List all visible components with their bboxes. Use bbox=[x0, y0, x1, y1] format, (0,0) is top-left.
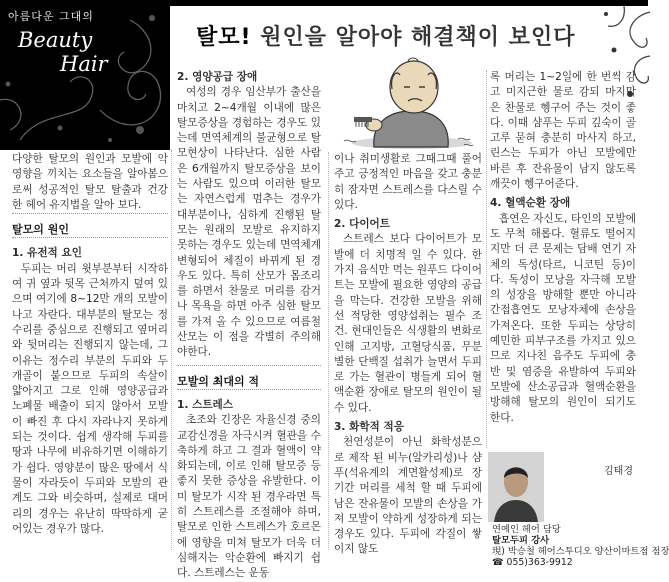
author-name: 김태경 bbox=[604, 466, 633, 477]
subheading-circulation: 4. 혈액순환 장애 bbox=[490, 197, 571, 210]
paragraph-genetic: 두피는 머리 윗부분부터 시작하여 귀 옆과 뒷목 근처까지 덮여 있으며 여기에 8~12만 개의 모발이 나고 자란다. 대부분의 탈모는 정수리를 중심으로 진행되고 옆머리와 뒷머리는 진행되지 않는데, 그 이유는 정수리 부분의 두피와 두개골이 붙으므로 두피의 속살이 얇아지고 그로 인해 영양공급과 노폐물 배출이 되지 않아서 모발이 빠진 후 다시 자라나지 못하게 되는 것이다. 쉽게 생각해 두피를 땅과 나무에 비유하기면 이해하기가 쉽다. 영양분이 많은 땅에서 식물이 자라듯이 두피와 모발의 관계도 그와 비슷하며, 실제로 대머리의 경우는 유난히 딱딱하게 굳어있는 경우가 많다. bbox=[12, 262, 168, 535]
subheading-chemical: 3. 화학적 적응 bbox=[334, 421, 404, 434]
column-1 bbox=[12, 152, 168, 537]
column-divider bbox=[328, 152, 329, 550]
divider bbox=[177, 365, 321, 374]
column-divider bbox=[171, 150, 172, 550]
top-bar bbox=[170, 0, 648, 6]
divider bbox=[177, 389, 321, 398]
column-2 bbox=[177, 70, 321, 582]
section-title-enemies: 모발의 최대의 적 bbox=[177, 374, 260, 388]
author-phone: ☎ 055)363-9912 bbox=[492, 557, 573, 568]
paragraph-stress-cont: 이나 취미생활로 그때그때 풀어주고 긍정적인 마음을 갖고 충분히 잠자면 스트레스를 다스릴 수 있다. bbox=[334, 153, 482, 211]
column-3 bbox=[334, 152, 482, 558]
balding-man-illustration bbox=[334, 55, 484, 151]
subheading-nutrition: 2. 영양공급 장애 bbox=[177, 71, 258, 83]
paragraph-diet: 스트레스 보다 다이어트가 모발에 더 치명적 일 수 있다. 한 가지 음식만 먹는 원푸드 다이어트는 모발에 필요한 영양의 공급을 막는다. 건강한 모발을 위해선 적당한 영양섭취는 필수 조건. 현대인들은 식생활의 변화로 인해 고지방, 고혈당식품, 무분별한 단백질 섭취가 늘면서 두피로 가는 혈관이 병들게 되어 혈액순환 장애로 탈모의 원인이 될 수 있다. bbox=[334, 233, 482, 414]
divider bbox=[12, 237, 168, 246]
section-title-causes: 탈모의 원인 bbox=[12, 223, 69, 237]
headline bbox=[196, 20, 575, 51]
subheading-diet: 2. 다이어트 bbox=[334, 218, 391, 231]
author-title: 탈모두피 강사 bbox=[492, 535, 550, 546]
brand-word-beauty: Beauty bbox=[18, 28, 93, 52]
author-salon bbox=[492, 546, 669, 568]
brand-kicker: 아름다운 그대의 bbox=[8, 10, 94, 23]
lead-paragraph: 다양한 탈모의 원인과 모발에 악영향을 끼치는 요소들을 알아봄으로써 성공적인 탈모 탈출과 건강한 헤어 유지법을 알아 보다. bbox=[12, 153, 168, 211]
brand-word-hair: Hair bbox=[60, 52, 108, 76]
paragraph-stress: 초조와 긴장은 자율신경 중의 교감신경을 자극시켜 혈관을 수축하게 하고 그 결과 혈액이 약화되는데, 이로 인해 탈모증 등 좋지 못한 증상을 유발한다. 이미 탈모가 시작 된 경우라면 특히 스트레스를 조절해야 하며, 탈모로 인한 스트레스가 호르몬에 영향을 미쳐 탈모가 더욱 더 심해지는 악순환에 빠지기 쉽다. 스트레스는 운동 bbox=[177, 414, 321, 580]
headline-strong: 탈모! bbox=[196, 25, 252, 50]
paragraph-circulation: 흡연은 자신도, 타인의 모발에도 무척 해롭다. 혈류도 떨어지지만 더 큰 문제는 담배 연기 자체의 독성(타르, 니코틴 등)이다. 독성이 모낭을 자극해 모발의 성장을 방해할 뿐만 아니라 간접흡연도 모낭자체에 손상을 가져온다. 또한 두피는 상당히 예민한 피부구조를 가지고 있으므로 지나친 음주도 두피에 충반 및 염증을 유발하여 두피와 모발에 산소공급과 혈액순환을 방해해 탈모의 원인이 되기도 한다. bbox=[490, 212, 636, 424]
brand-block bbox=[0, 0, 170, 150]
paragraph-chemical-cont: 록 머리는 1~2일에 한 번씩 감고 미지근한 물로 감되 마지막은 찬물로 헹구어 주는 것이 좋다. 이때 샴푸는 두피 깊숙이 골고루 묻혀 충분히 마사지 하고, 린스는 두피가 아닌 모발에만 바른 후 잔유물이 남지 않도록 깨끗이 헹구어준다. bbox=[490, 71, 636, 191]
subheading-genetic: 1. 유전적 요인 bbox=[12, 247, 82, 260]
subheading-stress: 1. 스트레스 bbox=[177, 398, 234, 411]
author-salon-name: 現) 박승철 헤어스투디오 양산이마트점 점장 bbox=[492, 546, 669, 557]
headline-rest: 원인을 알아야 해결책이 보인다 bbox=[260, 25, 576, 50]
author-photo bbox=[488, 452, 544, 522]
divider bbox=[12, 213, 168, 222]
paragraph-nutrition: 여성의 경우 임산부가 출산을 마치고 2~4개월 이내에 많은 탈모증상을 경험하는 경우도 있는데 면역체계의 불균형으로 탈모현상이 나타난다. 심한 사람은 6개월까지 탈모증상을 보이는 사람도 있으며 이러한 탈모는 자연스럽게 멈추는 경우가 대부분이나, 심하게 진행된 탈모는 원래의 모발로 유지하지 못하는 경우도 있는데 면역체계 변형되어 체질이 바뀌게 된 경우도 있다. 특히 산모가 몸조리를 하면서 찬물로 머리를 감거나 목욕을 하면 아주 심한 탈모를 가져 올 수 있으므로 여름철 산모는 이 점을 각별히 주의해야한다. bbox=[177, 86, 321, 359]
author-role: 연예인 헤어 담당 bbox=[492, 524, 561, 535]
paragraph-chemical: 천연성분이 아닌 화학성분으로 제작 된 비누(알카리성)나 샴푸(석유계의 계면활성제)로 장기간 머리를 세척 할 때 두피에 남은 잔유물이 모발의 손상을 가져 모발이 약하게 성장하게 되는 경우도 있다. 두피에 각질이 쌓이지 않도 bbox=[334, 436, 482, 556]
column-divider bbox=[486, 70, 487, 448]
column-4 bbox=[490, 70, 636, 426]
